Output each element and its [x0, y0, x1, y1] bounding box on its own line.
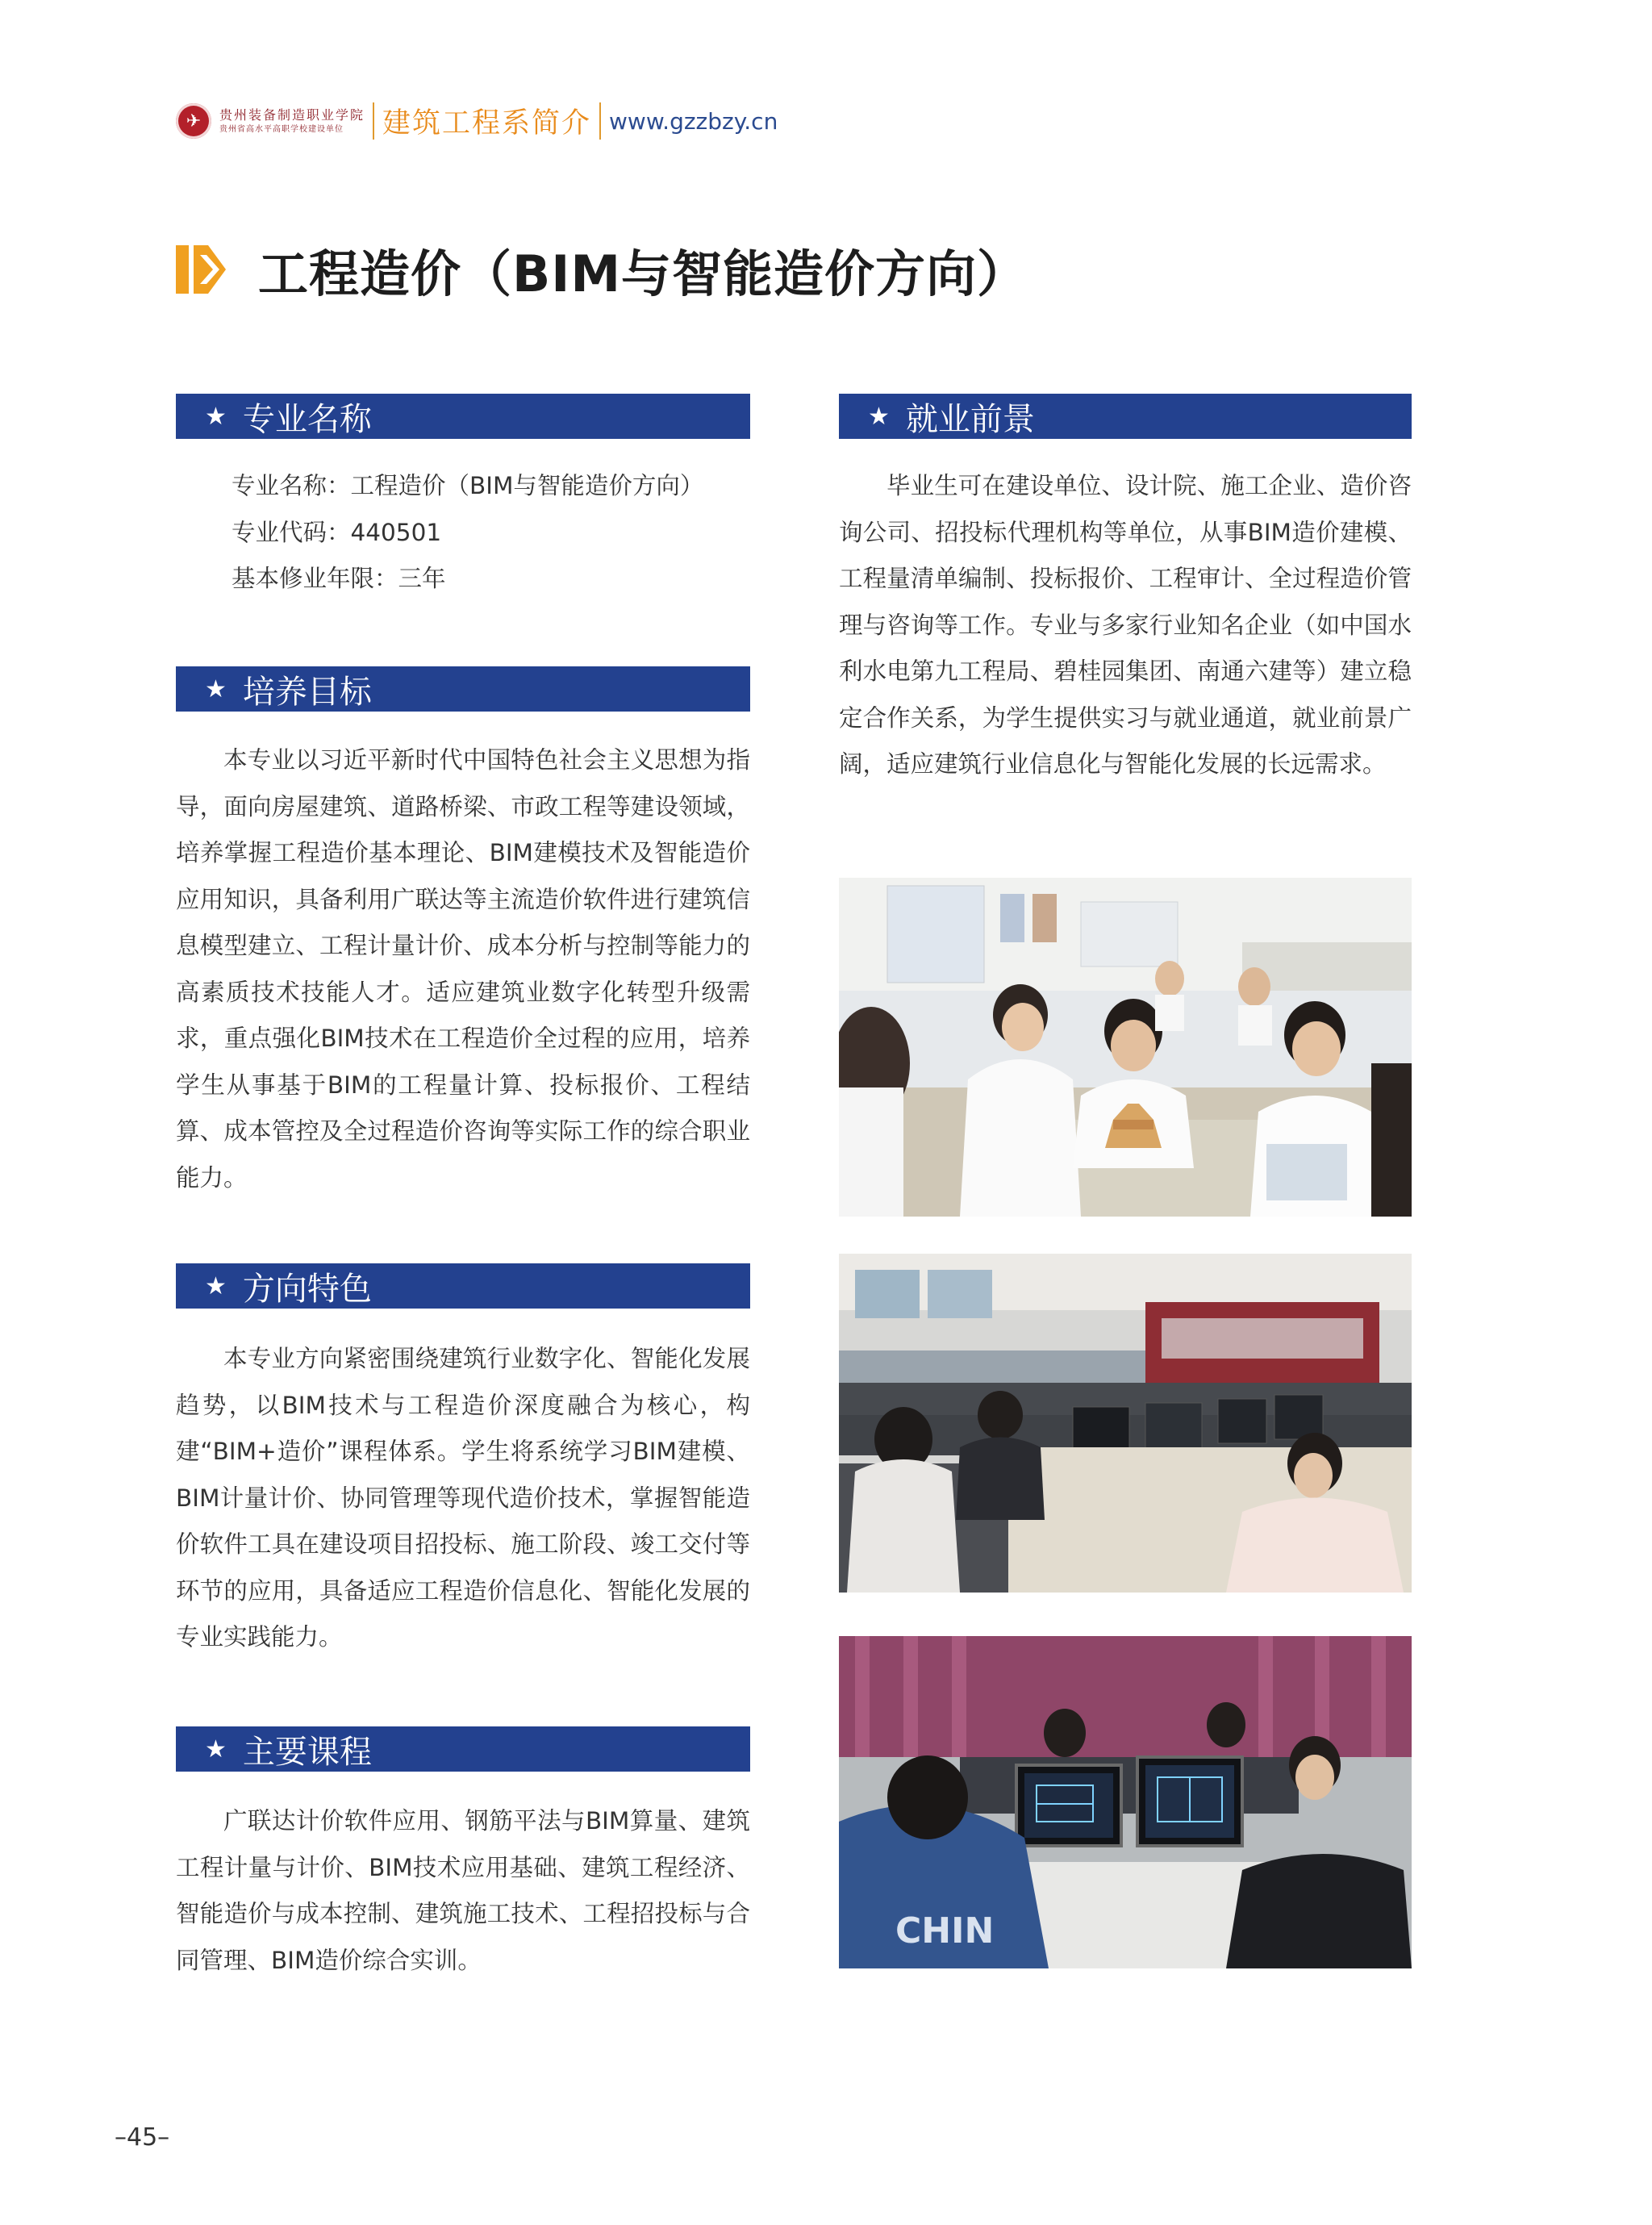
school-logo-icon: ✈ — [176, 103, 211, 139]
major-code-line: 专业代码：440501 — [232, 519, 442, 546]
page-number: –45– — [115, 2123, 170, 2152]
page-title: 工程造价（BIM与智能造价方向） — [258, 244, 1028, 303]
main-heading — [176, 236, 1028, 303]
major-name-line: 专业名称：工程造价（BIM与智能造价方向） — [232, 472, 704, 499]
photo-computer-lab — [839, 1254, 1412, 1593]
school-logo-text — [219, 106, 365, 134]
section-heading-text: 专业名称 — [242, 400, 372, 438]
school-subtitle: 贵州省高水平高职学校建设单位 — [219, 124, 344, 134]
study-years-line: 基本修业年限：三年 — [232, 565, 446, 592]
photo-cad-workstations — [839, 1636, 1412, 1968]
page-header — [176, 97, 778, 145]
header-divider — [373, 102, 374, 140]
goal-paragraph: 本专业以习近平新时代中国特色社会主义思想为指导，面向房屋建筑、道路桥梁、市政工程等建设领域，培养掌握工程造价基本理论、BIM建模技术及智能造价应用知识，具备利用广联达等主流造价软件进行建筑信息模型建立、工程计量计价、成本分析与控制等能力的高素质技术技能人才。适应建筑业数字化转型升级需求，重点强化BIM技术在工程造价全过程的应用，培养学生从事基于BIM的工程量计算、投标报价、工程结算、成本管控及全过程造价咨询等实际工作的综合职业能力。 — [176, 746, 750, 1192]
header-divider — [599, 102, 601, 140]
feature-paragraph: 本专业方向紧密围绕建筑行业数字化、智能化发展趋势，以BIM技术与工程造价深度融合为核心，构建“BIM+造价”课程体系。学生将系统学习BIM建模、BIM计量计价、协同管理等现代造价技术，掌握智能造价软件工具在建设项目招投标、施工阶段、竣工交付等环节的应用，具备适应工程造价信息化、智能化发展的专业实践能力。 — [176, 1345, 750, 1651]
star-icon: ★ — [205, 1271, 227, 1300]
section-heading-text: 培养目标 — [242, 673, 372, 711]
career-paragraph: 毕业生可在建设单位、设计院、施工企业、造价咨询公司、招投标代理机构等单位，从事BIM造价建模、工程量清单编制、投标报价、工程审计、全过程造价管理与咨询等工作。专业与多家行业知名企业（如中国水利水电第九工程局、碧桂园集团、南通六建等）建立稳定合作关系，为学生提供实习与就业通道，就业前景广阔，适应建筑行业信息化与智能化发展的长远需求。 — [839, 472, 1412, 778]
section-heading-text: 方向特色 — [242, 1270, 372, 1308]
school-name: 贵州装备制造职业学院 — [219, 106, 365, 123]
star-icon: ★ — [205, 402, 227, 431]
header-section-title: 建筑工程系简介 — [382, 107, 592, 140]
section-heading-courses — [176, 1726, 750, 1772]
heading-arrow-icon — [176, 240, 239, 298]
section-heading-text: 主要课程 — [242, 1733, 372, 1771]
section-heading-goal — [176, 666, 750, 712]
shirt-text: CHIN — [895, 1910, 995, 1952]
section-heading-major-name — [176, 394, 750, 439]
star-icon: ★ — [205, 1734, 227, 1764]
section-heading-feature — [176, 1263, 750, 1309]
section-heading-career — [839, 394, 1412, 439]
header-url-link[interactable]: www.gzzbzy.cn — [609, 107, 778, 135]
section-heading-text: 就业前景 — [905, 400, 1035, 438]
star-icon: ★ — [868, 402, 890, 431]
star-icon: ★ — [205, 674, 227, 703]
courses-paragraph: 广联达计价软件应用、钢筋平法与BIM算量、建筑工程计量与计价、BIM技术应用基础、建筑工程经济、智能造价与成本控制、建筑施工技术、工程招投标与合同管理、BIM造价综合实训。 — [176, 1807, 750, 1974]
photo-classroom-model — [839, 878, 1412, 1217]
